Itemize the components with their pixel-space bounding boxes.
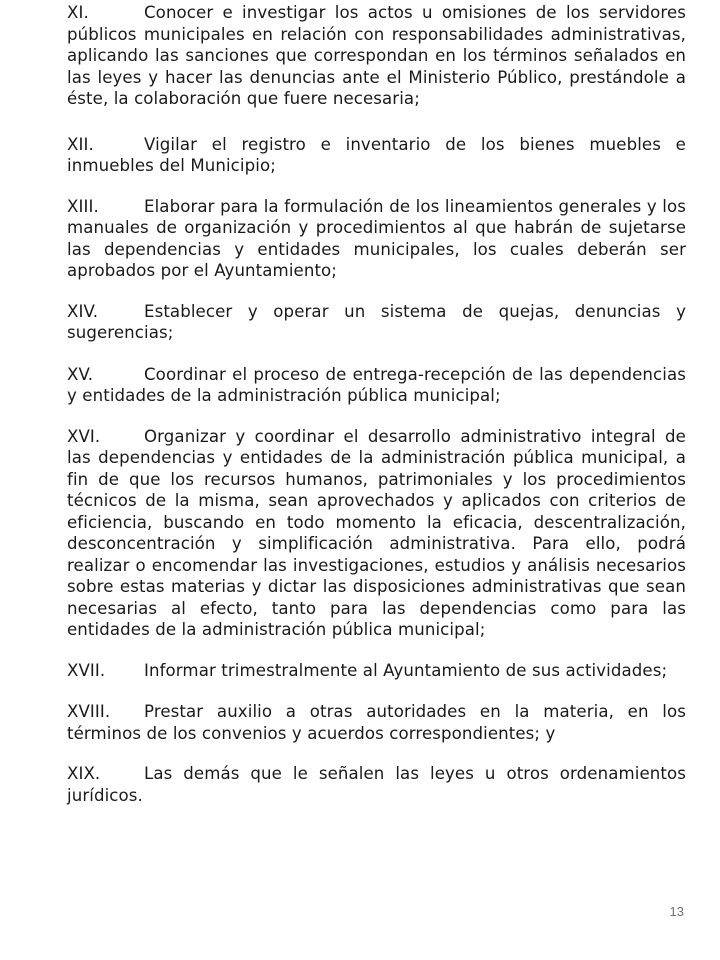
- document-page: [67, 0, 686, 806]
- item-text: Las demás que le señalen las leyes u otros ordenamientos jurídicos.: [67, 764, 686, 805]
- item-number: XII.: [67, 134, 94, 154]
- item-number: XV.: [67, 364, 94, 384]
- item-text: Establecer y operar un sistema de quejas, denuncias y sugerencias;: [67, 301, 686, 342]
- item-text: Prestar auxilio a otras autoridades en la materia, en los términos de los convenios y acuerdos correspondientes; y: [67, 702, 686, 743]
- list-item: [67, 660, 686, 682]
- item-text: Coordinar el proceso de entrega-recepción de las dependencias y entidades de la administración pública municipal;: [67, 364, 686, 405]
- list-item: [67, 301, 686, 344]
- item-number: XVII.: [67, 660, 106, 680]
- page-number: 13: [669, 904, 684, 919]
- item-number: XIV.: [67, 301, 99, 321]
- list-item: [67, 426, 686, 641]
- item-number: XVI.: [67, 426, 101, 446]
- item-number: XIX.: [67, 764, 101, 783]
- list-item: [67, 134, 686, 177]
- item-number: XVIII.: [67, 702, 111, 721]
- item-text: Organizar y coordinar el desarrollo administrativo integral de las dependencias y entidades de la administración pública municipal, a fin de que los recursos humanos, patrimoniales y los procedimientos técnicos de la misma, sean aprovechados y aplicados con criterios de eficiencia, buscando en todo momento la eficacia, descentralización, desconcentración y simplificación administrativa. Para ello, podrá realizar o encomendar las investigaciones, estudios y análisis necesarios sobre estas materias y dictar las disposiciones administrativas que sean necesarias al efecto, tanto para las dependencias como para las entidades de la administración pública municipal;: [67, 426, 686, 639]
- list-item: [67, 701, 686, 744]
- item-number: XIII.: [67, 196, 99, 216]
- item-text: Elaborar para la formulación de los lineamientos generales y los manuales de organización y procedimientos al que habrán de sujetarse las dependencias y entidades municipales, los cuales deberán ser aprobados por el Ayuntamiento;: [67, 196, 686, 280]
- item-text: Vigilar el registro e inventario de los bienes muebles e inmuebles del Municipio;: [67, 134, 686, 175]
- item-number: XI.: [67, 3, 89, 22]
- list-item: [67, 196, 686, 282]
- item-text: Informar trimestralmente al Ayuntamiento de sus actividades;: [144, 660, 668, 680]
- list-item: [67, 763, 686, 806]
- list-item: [67, 2, 686, 110]
- item-text: Conocer e investigar los actos u omisiones de los servidores públicos municipales en relación con responsabilidades administrativas, aplicando las sanciones que correspondan en los términos señalados en las leyes y hacer las denuncias ante el Ministerio Público, prestándole a éste, la colaboración que fuere necesaria;: [67, 3, 686, 108]
- list-item: [67, 364, 686, 407]
